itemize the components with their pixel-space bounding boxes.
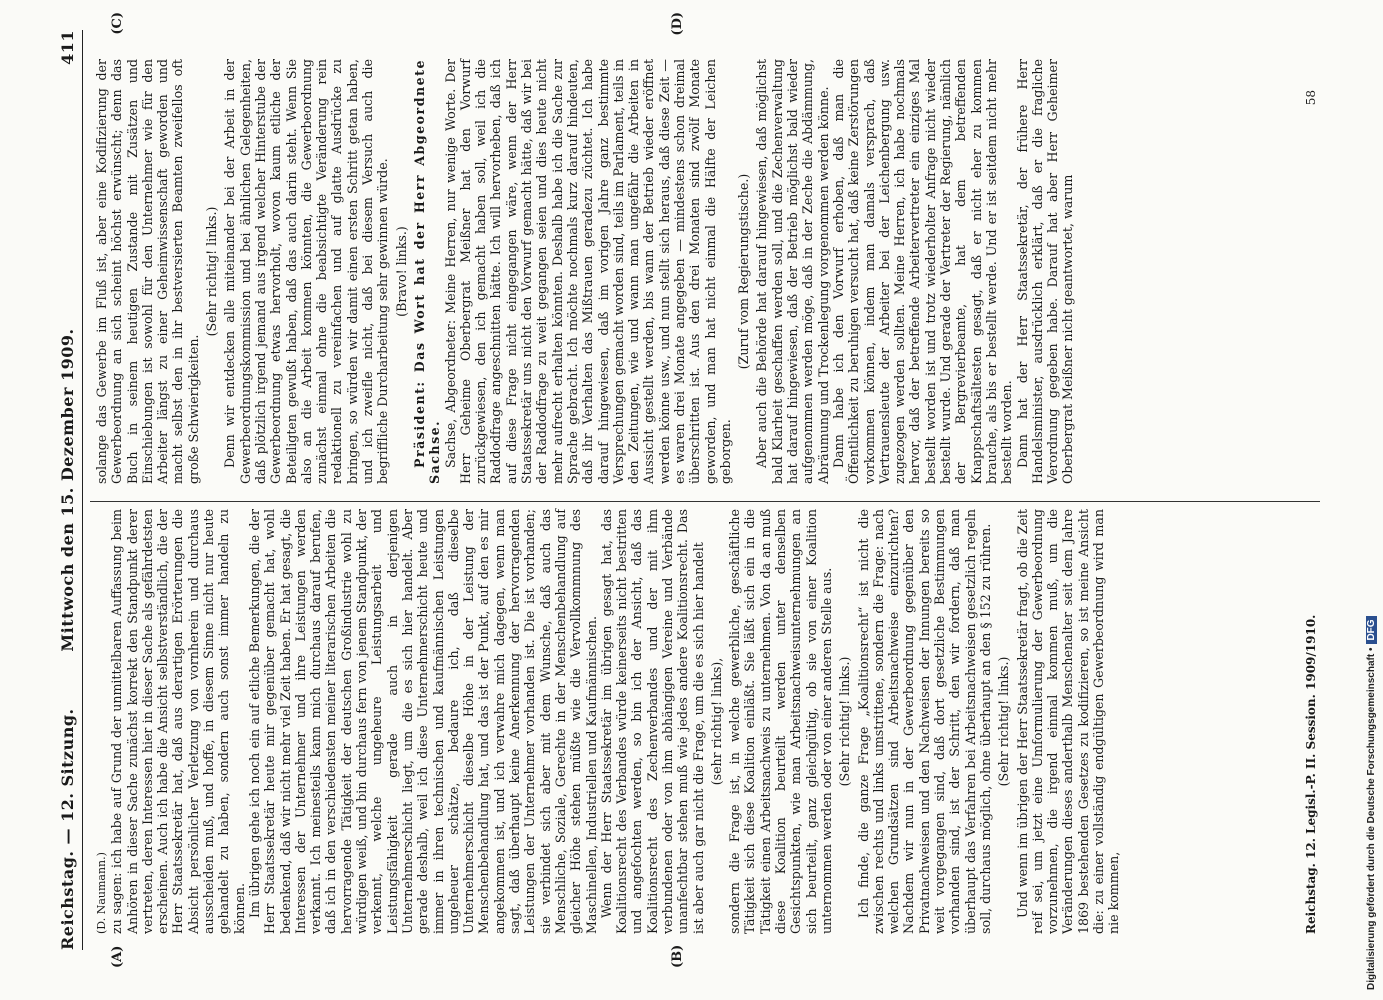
sheet-number: 58 [1304, 90, 1318, 106]
paragraph: Und wenn im übrigen der Herr Staatssekretär fragt, ob die Zeit reif sei, um jetzt eine Umformulierung der Gewerbeordnung vorzunehmen, die irgend einmal kommen muß, um die Veränderungen dieses anderthalb Menschenalter seit dem Jahre 1869 bestehenden Gesetzes zu kodifizieren, so ist meine Ansicht die: zu einer vollständig endgültigen Gewerbeordnung wird man nie kommen, [1014, 509, 1122, 934]
left-column [94, 509, 1122, 934]
page-header [56, 30, 83, 950]
column-divider [90, 501, 1320, 502]
paragraph: Dann hat der Herr Staatssekretär, der frühere Herr Handelsminister, ausdrücklich erklärt, daß er die fragliche Verordnung gegeben habe. Darauf hat aber Herr Geheimer Oberbergrat Meißner nicht geantwortet, warum [1014, 59, 1076, 484]
paragraph: zu sagen: ich habe auf Grund der unmittelbaren Auffassung beim Anhören in dieser Sache zunächst korrekt den Standpunkt derer vertreten, deren Interessen hier in dieser Sache als gefährdetsten erscheinen. Auch ich habe die Ansicht selbstverständlich, die der Herr Staatssekretär hat, daß aus derartigen Erörterungen die Absicht persönlicher Verletzung von vornherein und durchaus ausscheiden muß, und hoffe, in diesem Sinne nicht nur heute gehandelt zu haben, sondern auch sonst immer handeln zu können. [109, 509, 247, 934]
digitization-note [1366, 616, 1377, 990]
margin-marker-d: (D) [670, 12, 685, 36]
rotated-page [50, 10, 1340, 970]
right-column [94, 59, 1076, 484]
paragraph: Dann habe ich den Vorwurf erhoben, daß man die Öffentlichkeit zu beruhigen versucht hat, daß keine Zerstörungen vorkommen können, indem man damals versprach, daß Vertrauensleute der Arbeiter bei der Leichenbergung usw. zugezogen werden sollten. Meine Herren, ich habe nochmals hervor, daß der betreffende Arbeitervertreter ein einziges Mal bestellt worden ist und trotz wiederholter Anfrage nicht wieder bestellt wurde. Und gerade der Vertreter der Regierung, nämlich der Bergrevierbeamte, hat dem betreffenden Knappschaftsältesten gesagt, daß er nicht eher zu kommen brauche, als bis er bestellt werde. Und er ist seitdem nicht mehr bestellt worden. [830, 59, 1015, 484]
margin-marker-a: (A) [110, 945, 125, 968]
margin-marker-c: (C) [110, 12, 125, 35]
paragraph: solange das Gewerbe im Fluß ist, aber eine Kodifizierung der Gewerbeordnung an sich scheint höchst erwünscht; denn das Buch in seinem heutigen Zustande mit Zusätzen und Einschiebungen ist sowohl für den Unternehmer wie für den Arbeiter längst zu einer Geheimwissenschaft geworden und macht selbst den in ihr bestversierten Beamten zweifellos oft große Schwierigkeiten. [94, 59, 201, 484]
header-page-number: 411 [58, 30, 77, 65]
digitization-text: Digitalisierung gefördert durch die Deutsche Forschungsgemeinschaft • [1366, 647, 1377, 990]
margin-marker-b: (B) [670, 944, 685, 968]
interjection: (Zuruf vom Regierungstische.) [736, 173, 752, 370]
paragraph: Wenn der Herr Staatssekretär im übrigen gesagt hat, das Koalitionsrecht des Verbandes würde keinerseits nicht bestritten und angefochten werden, so bin ich der Ansicht, daß das Koalitionsrecht des Zechenverbandes und der mit ihm verbundenen oder von ihm abhängigen Vereine und Verbände unanfechtbar stehen muß wie jedes andere Koalitionsrecht. Das ist aber auch gar nicht die Frage, um die es sich hier handelt [598, 509, 706, 934]
dfg-logo: DFG [1366, 616, 1377, 643]
interjection: (Sehr richtig! links.) [996, 656, 1012, 787]
paragraph: Denn wir entdecken alle miteinander bei der Arbeit in der Gewerbeordnungskommission und bei ähnlichen Gelegenheiten, daß plötzlich irgend jemand aus irgend welcher Hinterstube der Gewerbeordnung etwas hervorholt, wovon kaum etliche der Beteiligten gewußt haben, daß das auch darin steht. Wenn Sie also an die Arbeit kommen könnten, die Gewerbeordnung zunächst einmal ohne die beabsichtigte Veränderung rein redaktionell zu vereinfachen und auf glatte Ausdrücke zu bringen, so würden wir damit einen ersten Schritt getan haben, und ich zweifle nicht, daß bei diesem Versuch auch die begriffliche Durcharbeitung sehr gewinnen würde. [222, 59, 391, 484]
paragraph: Aber auch die Behörde hat darauf hingewiesen, daß möglichst bald Klarheit geschaffen werden soll, und die Zechenverwaltung hat darauf hingewiesen, daß der Betrieb möglichst bald wieder aufgenommen werden möge, daß in der Zeche die Abdämmung, Abräumung und Trockenlegung vorgenommen werden könne. [754, 59, 831, 484]
speaker-tag: (D. Naumann.) [95, 852, 108, 934]
paragraph: Sachse, Abgeordneter: Meine Herren, nur wenige Worte. Der Herr Geheime Oberbergrat Meißner hat den Vorwurf zurückgewiesen, den ich gemacht haben soll, weil ich die Raddodfrage angeschnitten hätte. Ich will hervorheben, daß ich auf diese Frage nicht eingegangen wäre, wenn der Herr Staatssekretär uns nicht den Vorwurf gemacht hätte, daß wir bei der Raddodfrage zu weit gegangen seien und dies heute nicht mehr aufrecht erhalten könnten. Deshalb habe ich die Sache zur Sprache gebracht. Ich möchte nochmals kurz darauf hindeuten, daß ihr Verhalten das Mißtrauen geradezu züchtet. Ich habe darauf hingewiesen, daß im vorigen Jahre ganz bestimmte Versprechungen gemacht worden sind, teils im Parlament, teils in den Zeitungen, wie und wann man ungefähr die Arbeiten in Aussicht gestellt werden, bis wann der Betrieb wieder eröffnet werden könne usw., und nun stellt sich heraus, daß diese Zeit — es waren drei Monate angegeben — mindestens schon dreimal überschritten ist. Aus den drei Monaten sind zwölf Monate geworden, und man hat nicht einmal die Hälfte der Leichen geborgen. [442, 59, 733, 484]
header-center: Mittwoch den 15. Dezember 1909. [58, 328, 77, 652]
paragraph: Im übrigen gehe ich noch ein auf etliche Bemerkungen, die der Herr Staatssekretär heute mir gegenüber gemacht hat, wohl bedenkend, daß wir nicht mehr viel Zeit haben. Er hat gesagt, die Interessen der Unternehmer und ihre Leistungen werden verkannt. Ich meinesteils kann mich durchaus darauf berufen, daß ich in den verschiedensten meiner literarischen Arbeiten die hervorragende Tätigkeit der deutschen Großindustrie wohl zu würdigen weiß, und bin durchaus fern von jenem Standpunkt, der verkennt, welche ungeheure Leistungsarbeit und Leistungsfähigkeit gerade auch in derjenigen Unternehmerschicht liegt, um die es sich hier handelt. Aber gerade deshalb, weil ich diese Unternehmerschicht heute und immer in ihren technischen und kaufmännischen Leistungen ungeheuer schätze, bedaure ich, daß dieselbe Unternehmerschicht dieselbe Höhe in der Leistung der Menschenbehandlung hat, und das ist der Punkt, auf den es mir angekommen ist, und ich verwahre mich dagegen, wenn man sagt, daß überhaupt keine Anerkennung der hervorragenden Leistungen der Unternehmer vorhanden ist. Die ist vorhanden; sie verbindet sich aber mit dem Wunsche, daß auch das Menschliche, Soziale, Gerechte in der Menschenbehandlung auf gleicher Höhe stehen müßte wie die Vervollkommnung des Maschinellen, Industriellen und Kaufmännischen. [246, 509, 599, 934]
interjection: (sehr richtig! links), [708, 657, 724, 786]
header-left: Reichstag. — 12. Sitzung. [58, 708, 77, 950]
interjection: (Sehr richtig! links.) [204, 206, 220, 337]
interjection: (Sehr richtig! links.) [837, 656, 853, 787]
paragraph: sondern die Frage ist, in welche gewerbliche, geschäftliche Tätigkeit sich diese Koalition einläßt. Sie läßt sich ein in die Tätigkeit einen Arbeitsnachweis zu unternehmen. Von da an muß diese Koalition beurteilt werden unter denselben Gesichtspunkten, wie man Arbeitsnachweisunternehmungen an sich beurteilt, ganz gleichgültig, ob sie von einer Koalition unternommen werden oder von einer anderen Stelle aus. [727, 509, 834, 934]
page-footer: Reichstag. 12. Legisl.-P. II. Session. 1909/1910. [1304, 614, 1318, 934]
interjection: (Bravo! links.) [393, 226, 409, 317]
paragraph: Ich finde, die ganze Frage „Koalitionsrecht“ ist nicht die zwischen rechts und links umstrittene, sondern die Frage: nach welchen Grundsätzen sind Arbeitsnachweise einzurichten? Nachdem wir nun in der Gewerbeordnung gegenüber den Privatnachweisen und den Nachweisen der Innungen bereits so weit vorgegangen sind, daß dort gesetzliche Bestimmungen vorhanden sind, ist der Schritt, den wir fordern, daß man überhaupt das Verfahren bei Arbeitsnachweisen gesetzlich regeln soll, durchaus möglich, ohne überhaupt an den § 152 zu rühren. [855, 509, 993, 934]
president-line: Präsident: Das Wort hat der Herr Abgeordnete Sachse. [411, 59, 443, 484]
